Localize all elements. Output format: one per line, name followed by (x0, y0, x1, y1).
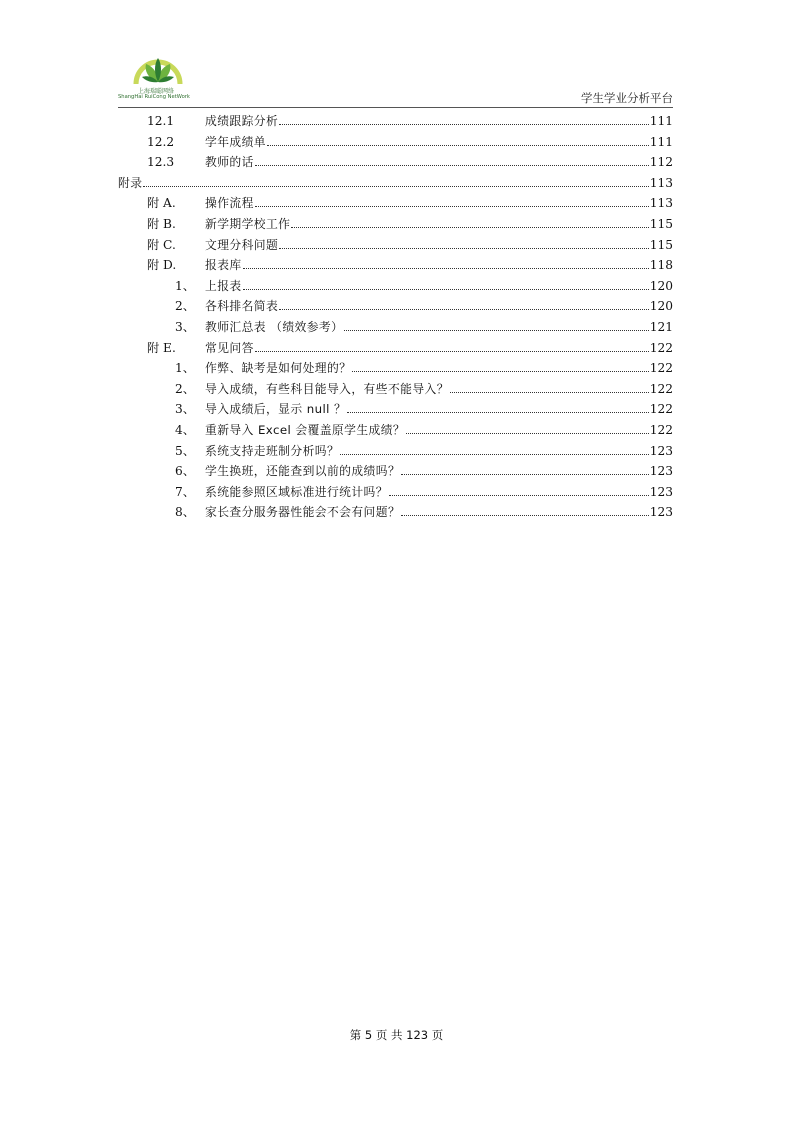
toc-leader-dots (267, 145, 649, 146)
toc-leader-dots (450, 392, 649, 393)
toc-entry[interactable] (118, 235, 673, 256)
toc-entry-title: 操作流程 (205, 196, 254, 211)
toc-leader-dots (340, 454, 649, 455)
toc-entry-number: 12.1 (147, 114, 175, 128)
toc-entry-page: 120 (649, 278, 673, 293)
toc-entry[interactable] (118, 173, 673, 194)
toc-entry-page: 123 (649, 505, 673, 520)
toc-entry-number: 2、 (175, 299, 195, 314)
toc-entry-page: 122 (649, 402, 673, 417)
toc-entry[interactable] (118, 111, 673, 132)
toc-entry[interactable] (118, 338, 673, 359)
header-divider (118, 107, 673, 108)
toc-entry-title: 文理分科问题 (205, 237, 279, 252)
toc-leader-dots (279, 309, 649, 310)
toc-entry-number: 6、 (175, 464, 195, 479)
toc-entry[interactable] (118, 132, 673, 153)
toc-entry[interactable] (118, 399, 673, 420)
toc-entry-number: 5、 (175, 443, 195, 458)
toc-entry-page: 122 (649, 361, 673, 376)
toc-leader-dots (401, 474, 649, 475)
toc-entry-title: 教师的话 (205, 155, 254, 170)
toc-entry-number: 12.3 (147, 155, 175, 170)
toc-leader-dots (406, 433, 649, 434)
toc-leader-dots (255, 165, 649, 166)
toc-entry-title: 常见问答 (205, 340, 254, 355)
toc-entry-title: 新学期学校工作 (205, 216, 291, 231)
toc-entry-number: 附 B. (147, 216, 176, 231)
logo-chinese-name: 上海瑞聪网络 (138, 88, 175, 95)
toc-entry-title: 系统能参照区域标准进行统计吗？ (205, 484, 388, 499)
toc-leader-dots (401, 515, 649, 516)
toc-entry-number: 3、 (175, 402, 195, 417)
toc-entry-number: 3、 (175, 319, 195, 334)
toc-leader-dots (279, 124, 649, 125)
toc-entry-page: 113 (649, 196, 673, 211)
toc-entry[interactable] (118, 193, 673, 214)
toc-entry-title: 成绩跟踪分析 (205, 114, 279, 128)
toc-entry-title: 学生换班，还能查到以前的成绩吗？ (205, 464, 401, 479)
toc-entry-number: 12.2 (147, 134, 175, 149)
toc-entry[interactable] (118, 255, 673, 276)
toc-leader-dots (291, 227, 648, 228)
toc-entry[interactable] (118, 296, 673, 317)
toc-entry-number: 2、 (175, 381, 195, 396)
toc-entry-page: 111 (649, 114, 673, 128)
toc-entry-page: 120 (649, 299, 673, 314)
toc-entry-title: 系统支持走班制分析吗？ (205, 443, 340, 458)
page-header (118, 52, 673, 108)
toc-entry-title: 家长查分服务器性能会不会有问题？ (205, 505, 401, 520)
toc-leader-dots (352, 371, 648, 372)
toc-entry-number: 1、 (175, 278, 195, 293)
toc-leader-dots (255, 351, 649, 352)
toc-entry-page: 123 (649, 443, 673, 458)
toc-entry-number: 1、 (175, 361, 195, 376)
logo-english-name: ShangHai RuiCong NetWork (118, 94, 190, 100)
toc-entry-number: 附 A. (147, 196, 176, 211)
toc-entry[interactable] (118, 420, 673, 441)
toc-entry-page: 115 (649, 216, 673, 231)
toc-entry-page: 113 (649, 175, 673, 190)
toc-entry[interactable] (118, 482, 673, 503)
toc-leader-dots (344, 330, 648, 331)
toc-entry[interactable] (118, 441, 673, 462)
toc-entry-title: 学年成绩单 (205, 134, 266, 149)
toc-entry-number: 附 D. (147, 258, 177, 273)
page-footer (0, 1027, 793, 1043)
toc-entry[interactable] (118, 379, 673, 400)
platform-title: 学生学业分析平台 (581, 91, 673, 105)
toc-entry[interactable] (118, 214, 673, 235)
toc-entry-page: 123 (649, 484, 673, 499)
toc-entry-title: 附录 (118, 175, 143, 190)
toc-entry-title: 导入成绩，有些科目能导入，有些不能导入？ (205, 381, 449, 396)
toc-entry-number: 附 E. (147, 340, 176, 355)
toc-leader-dots (279, 248, 649, 249)
toc-entry-number: 7、 (175, 484, 195, 499)
logo-icon (132, 52, 184, 88)
company-logo (118, 52, 198, 102)
toc-entry-page: 112 (649, 155, 673, 170)
toc-entry-number: 8、 (175, 505, 195, 520)
toc-entry-title: 上报表 (205, 278, 242, 293)
toc-leader-dots (347, 412, 649, 413)
toc-entry[interactable] (118, 276, 673, 297)
toc-entry-title: 作弊、缺考是如何处理的？ (205, 361, 352, 376)
toc-entry-number: 4、 (175, 422, 195, 437)
toc-entry-page: 121 (649, 319, 673, 334)
toc-entry[interactable] (118, 461, 673, 482)
toc-entry-title: 各科排名简表 (205, 299, 279, 314)
toc-entry-title: 导入成绩后，显示 null ？ (205, 402, 347, 417)
toc-entry[interactable] (118, 358, 673, 379)
toc-entry-title: 教师汇总表 （绩效参考） (205, 319, 344, 334)
toc-leader-dots (143, 186, 648, 187)
toc-entry[interactable] (118, 317, 673, 338)
toc-entry[interactable] (118, 152, 673, 173)
toc-entry-page: 118 (649, 258, 673, 273)
toc-entry-title: 重新导入 Excel 会覆盖原学生成绩？ (205, 422, 406, 437)
toc-entry-page: 122 (649, 340, 673, 355)
toc-entry-number: 附 C. (147, 237, 176, 252)
toc-entry-page: 122 (649, 422, 673, 437)
toc-leader-dots (243, 268, 649, 269)
toc-entry-page: 122 (649, 381, 673, 396)
page-number: 第 5 页 共 123 页 (349, 1028, 444, 1042)
toc-leader-dots (255, 206, 649, 207)
toc-entry-page: 123 (649, 464, 673, 479)
toc-entry-page: 115 (649, 237, 673, 252)
toc-leader-dots (243, 289, 649, 290)
toc-entry-title: 报表库 (205, 258, 242, 273)
toc-entry-page: 111 (649, 134, 673, 149)
toc-entry[interactable] (118, 502, 673, 523)
toc-leader-dots (389, 495, 649, 496)
table-of-contents (118, 111, 673, 523)
